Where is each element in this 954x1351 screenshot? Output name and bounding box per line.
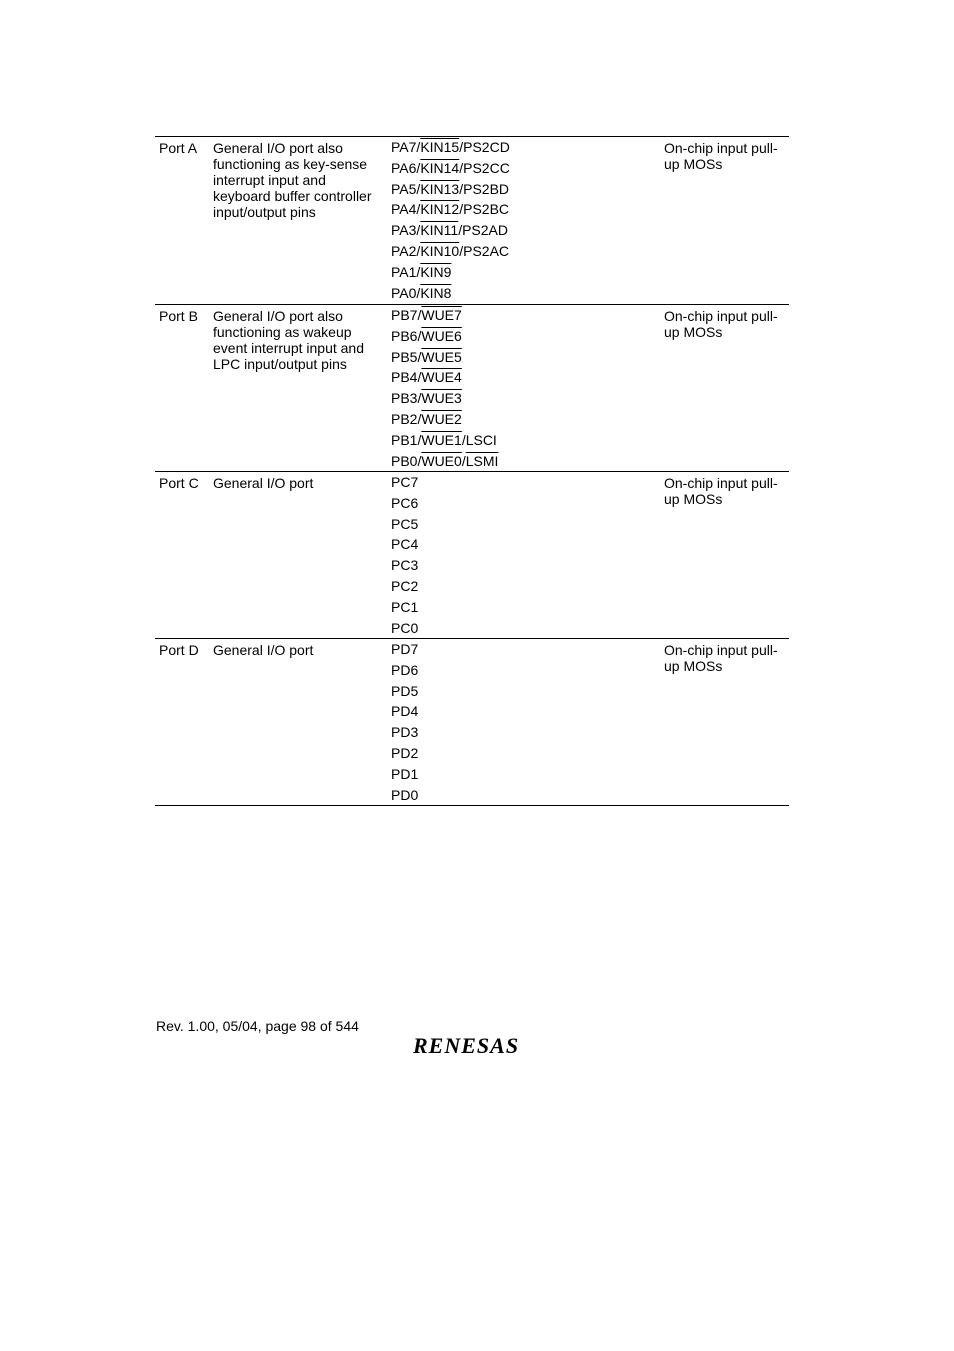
pin-name xyxy=(391,681,418,702)
port-description: General I/O port xyxy=(213,642,314,658)
port-name: Port A xyxy=(159,140,198,156)
pin-name xyxy=(391,199,510,220)
pin-segment: PC7 xyxy=(391,474,419,490)
pin-segment: PB6/ xyxy=(391,327,422,344)
pin-name xyxy=(391,534,418,555)
pin-segment: PC2 xyxy=(391,577,419,594)
pin-segment: PA7/ xyxy=(391,139,421,155)
pin-name xyxy=(391,158,510,179)
active-low-signal: KIN8 xyxy=(420,284,452,301)
pin-name xyxy=(391,701,418,722)
pin-segment: PC3 xyxy=(391,557,419,574)
active-low-signal: LSMI xyxy=(465,452,499,469)
port-notes: On-chip input pull-up MOSs xyxy=(664,308,778,340)
pin-segment: PA5/ xyxy=(391,180,421,197)
pin-segment: PD5 xyxy=(391,682,419,699)
pin-segment: PB5/ xyxy=(391,348,422,365)
pin-name xyxy=(391,660,418,681)
table-row xyxy=(155,304,789,471)
pin-segment: PD2 xyxy=(391,744,419,761)
active-low-signal: WUE1 xyxy=(421,431,462,448)
table-row xyxy=(155,137,789,304)
port-description: General I/O port also functioning as wakeup event interrupt input and LPC input/output pins xyxy=(213,308,364,372)
pin-name xyxy=(391,409,498,430)
port-notes: On-chip input pull-up MOSs xyxy=(664,475,778,507)
pin-name xyxy=(391,451,498,472)
pin-name xyxy=(391,388,498,409)
pin-segment: / xyxy=(461,452,466,469)
pin-segment: PB1/ xyxy=(391,431,422,448)
pin-name xyxy=(391,785,418,806)
pin-segment: PA0/ xyxy=(391,284,421,301)
pin-name xyxy=(391,241,510,262)
pin-name xyxy=(391,618,418,639)
pin-segment: PB7/ xyxy=(391,307,422,323)
renesas-logo xyxy=(413,1033,535,1062)
pin-name xyxy=(391,639,418,660)
pin-name xyxy=(391,326,498,347)
pin-segment: /PS2AC xyxy=(459,242,510,259)
pin-name xyxy=(391,367,498,388)
port-name: Port C xyxy=(159,475,199,491)
pin-name xyxy=(391,472,418,493)
pin-name xyxy=(391,283,510,304)
active-low-signal: WUE2 xyxy=(421,410,462,427)
active-low-signal: WUE3 xyxy=(421,390,462,407)
pin-name xyxy=(391,743,418,764)
pin-segment: PD3 xyxy=(391,724,419,741)
pin-segment: PA6/ xyxy=(391,159,421,176)
pin-segment: PA1/ xyxy=(391,263,421,280)
pin-segment: PB2/ xyxy=(391,410,422,427)
active-low-signal: KIN12 xyxy=(420,201,460,218)
port-notes: On-chip input pull-up MOSs xyxy=(664,642,778,674)
pin-segment: /PS2CD xyxy=(459,139,510,155)
active-low-signal: KIN13 xyxy=(420,180,460,197)
pin-name xyxy=(391,347,498,368)
page-footer: Rev. 1.00, 05/04, page 98 of 544 xyxy=(156,1018,359,1034)
active-low-signal: WUE5 xyxy=(421,348,462,365)
active-low-signal: WUE6 xyxy=(421,327,462,344)
pin-name xyxy=(391,576,418,597)
port-notes: On-chip input pull-up MOSs xyxy=(664,140,778,172)
pin-name xyxy=(391,597,418,618)
active-low-signal: KIN15 xyxy=(420,139,460,155)
pin-segment: PA3/ xyxy=(391,222,421,239)
pin-name xyxy=(391,179,510,200)
port-description: General I/O port also functioning as key-sense interrupt input and keyboard buffer controller input/output pins xyxy=(213,140,372,220)
pin-list xyxy=(391,305,498,471)
pin-name xyxy=(391,305,498,326)
pin-name xyxy=(391,722,418,743)
pin-name xyxy=(391,430,498,451)
pin-list xyxy=(391,639,418,805)
pin-segment: PD1 xyxy=(391,765,419,782)
port-name: Port B xyxy=(159,308,198,324)
active-low-signal: WUE0 xyxy=(421,452,462,469)
pin-segment: PC0 xyxy=(391,619,419,636)
pin-segment: /PS2CC xyxy=(459,159,510,176)
pin-segment: PC1 xyxy=(391,598,419,615)
pin-name xyxy=(391,137,510,158)
pin-segment: PD0 xyxy=(391,786,419,803)
pin-segment: PB4/ xyxy=(391,369,422,386)
port-table xyxy=(155,136,789,806)
table-row xyxy=(155,471,789,638)
port-name: Port D xyxy=(159,642,199,658)
pin-segment: /PS2BC xyxy=(459,201,510,218)
active-low-signal: KIN14 xyxy=(420,159,460,176)
pin-name xyxy=(391,220,510,241)
port-description: General I/O port xyxy=(213,475,314,491)
table-row xyxy=(155,638,789,805)
svg-text:RENESAS: RENESAS xyxy=(413,1033,520,1057)
pin-segment: PA2/ xyxy=(391,242,421,259)
pin-name xyxy=(391,555,418,576)
pin-list xyxy=(391,137,510,303)
pin-segment: PD7 xyxy=(391,641,419,657)
pin-segment: /PS2BD xyxy=(459,180,510,197)
active-low-signal: WUE4 xyxy=(421,369,462,386)
pin-name xyxy=(391,262,510,283)
active-low-signal: WUE7 xyxy=(421,307,462,323)
pin-segment: PC6 xyxy=(391,494,419,511)
pin-segment: /LSCI xyxy=(461,431,497,448)
pin-segment: /PS2AD xyxy=(458,222,508,239)
pin-segment: PB0/ xyxy=(391,452,422,469)
pin-name xyxy=(391,764,418,785)
pin-segment: PC5 xyxy=(391,515,419,532)
pin-name xyxy=(391,514,418,535)
pin-segment: PB3/ xyxy=(391,390,422,407)
active-low-signal: KIN9 xyxy=(420,263,452,280)
active-low-signal: KIN11 xyxy=(420,222,459,239)
pin-segment: PD4 xyxy=(391,703,419,720)
pin-name xyxy=(391,493,418,514)
pin-segment: PA4/ xyxy=(391,201,421,218)
pin-list xyxy=(391,472,418,638)
pin-segment: PD6 xyxy=(391,661,419,678)
pin-segment: PC4 xyxy=(391,536,419,553)
active-low-signal: KIN10 xyxy=(420,242,460,259)
